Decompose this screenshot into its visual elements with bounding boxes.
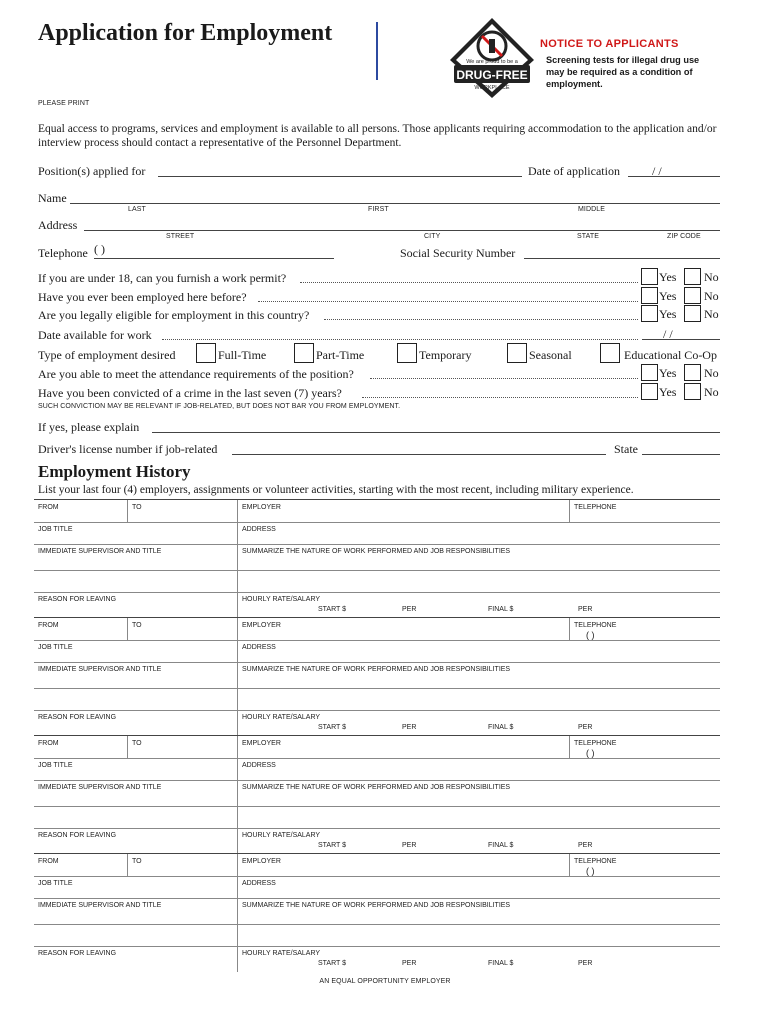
- job-title-label: JOB TITLE: [38, 644, 73, 651]
- q-eligible-no-label: No: [704, 307, 719, 321]
- license-label: Driver's license number if job-related: [38, 442, 218, 456]
- equal-opportunity-footer: AN EQUAL OPPORTUNITY EMPLOYER: [319, 978, 451, 985]
- q-convicted-no-checkbox[interactable]: [684, 383, 701, 400]
- license-state-label: State: [614, 442, 638, 456]
- from-label: FROM: [38, 622, 59, 629]
- telephone-label: Telephone: [38, 246, 88, 260]
- notice-text: Screening tests for illegal drug use may be required as a condition of employment.: [546, 55, 700, 89]
- job-title-label: JOB TITLE: [38, 880, 73, 887]
- q-eligible-yes-label: Yes: [659, 307, 677, 321]
- start-label: START $: [318, 724, 347, 731]
- position-label: Position(s) applied for: [38, 164, 146, 178]
- reason-label: REASON FOR LEAVING: [38, 950, 117, 957]
- q-attendance-yes-checkbox[interactable]: [641, 364, 658, 381]
- q-eligible-leader: [324, 319, 638, 320]
- name-field[interactable]: [70, 203, 720, 204]
- q-employed-before-yes-label: Yes: [659, 289, 677, 303]
- reason-label: REASON FOR LEAVING: [38, 714, 117, 721]
- q-eligible-no-checkbox[interactable]: [684, 305, 701, 322]
- q-eligible-yes-checkbox[interactable]: [641, 305, 658, 322]
- per-label: PER: [402, 960, 417, 967]
- employer-block-3: [34, 735, 720, 854]
- telephone-label: TELEPHONE: [574, 858, 617, 865]
- to-label: TO: [132, 858, 142, 865]
- q-date-available: Date available for work: [38, 328, 152, 342]
- license-state-field[interactable]: [642, 454, 720, 455]
- supervisor-label: IMMEDIATE SUPERVISOR AND TITLE: [38, 784, 162, 791]
- date-of-application-label: Date of application: [528, 164, 620, 178]
- final-label: FINAL $: [488, 606, 514, 613]
- summarize-label: SUMMARIZE THE NATURE OF WORK PERFORMED AND JOB RESPONSIBILITIES: [242, 666, 511, 673]
- start-label: START $: [318, 606, 347, 613]
- address-label: ADDRESS: [242, 526, 276, 533]
- q-attendance-leader: [370, 378, 638, 379]
- employer-block-2: [34, 617, 720, 736]
- rate-label: HOURLY RATE/SALARY: [242, 950, 321, 957]
- state-caption: STATE: [577, 233, 600, 240]
- ssn-field[interactable]: [524, 258, 720, 259]
- q-employed-before: Have you ever been employed here before?: [38, 290, 247, 304]
- per-label: PER: [578, 842, 593, 849]
- q-work-permit: If you are under 18, can you furnish a work permit?: [38, 271, 287, 285]
- fulltime-label: Full-Time: [218, 348, 267, 362]
- telephone-paren: ( ): [586, 630, 595, 640]
- address-label: ADDRESS: [242, 762, 276, 769]
- coop-checkbox[interactable]: [600, 343, 620, 363]
- q-attendance-no-checkbox[interactable]: [684, 364, 701, 381]
- q-convicted: Have you been convicted of a crime in the last seven (7) years?: [38, 386, 342, 400]
- telephone-field[interactable]: [94, 258, 334, 259]
- telephone-label: TELEPHONE: [574, 740, 617, 747]
- telephone-paren: ( ): [586, 748, 595, 758]
- street-caption: STREET: [166, 233, 195, 240]
- rate-label: HOURLY RATE/SALARY: [242, 596, 321, 603]
- q-eligible: Are you legally eligible for employment in this country?: [38, 308, 310, 322]
- middle-name-caption: MIDDLE: [578, 206, 606, 213]
- fulltime-checkbox[interactable]: [196, 343, 216, 363]
- q-work-permit-no-checkbox[interactable]: [684, 268, 701, 285]
- seasonal-label: Seasonal: [529, 348, 572, 362]
- final-label: FINAL $: [488, 842, 514, 849]
- ssn-label: Social Security Number: [400, 246, 516, 260]
- supervisor-label: IMMEDIATE SUPERVISOR AND TITLE: [38, 548, 162, 555]
- date-of-application-field[interactable]: [628, 176, 720, 177]
- q-employed-before-yes-checkbox[interactable]: [641, 287, 658, 304]
- reason-label: REASON FOR LEAVING: [38, 832, 117, 839]
- summarize-label: SUMMARIZE THE NATURE OF WORK PERFORMED AND JOB RESPONSIBILITIES: [242, 548, 511, 555]
- first-name-caption: FIRST: [368, 206, 389, 213]
- address-label: ADDRESS: [242, 880, 276, 887]
- per-label: PER: [578, 960, 593, 967]
- please-print-label: PLEASE PRINT: [38, 100, 90, 107]
- temporary-checkbox[interactable]: [397, 343, 417, 363]
- employer-label: EMPLOYER: [242, 740, 281, 747]
- job-title-label: JOB TITLE: [38, 762, 73, 769]
- position-field[interactable]: [158, 176, 522, 177]
- seasonal-checkbox[interactable]: [507, 343, 527, 363]
- employment-history-heading: Employment History: [38, 462, 191, 481]
- parttime-label: Part-Time: [316, 348, 365, 362]
- q-work-permit-no-label: No: [704, 270, 719, 284]
- license-field[interactable]: [232, 454, 606, 455]
- logo-bottom-text: WORKPLACE: [474, 85, 510, 91]
- telephone-paren: ( ): [586, 866, 595, 876]
- from-label: FROM: [38, 740, 59, 747]
- rate-label: HOURLY RATE/SALARY: [242, 832, 321, 839]
- zip-caption: ZIP CODE: [667, 233, 701, 240]
- coop-label: Educational Co-Op: [624, 348, 717, 362]
- date-of-application-slashes: / /: [652, 164, 662, 178]
- telephone-label: TELEPHONE: [574, 622, 617, 629]
- address-label: ADDRESS: [242, 644, 276, 651]
- telephone-area-code: ( ): [94, 242, 105, 256]
- q-work-permit-yes-label: Yes: [659, 270, 677, 284]
- to-label: TO: [132, 504, 142, 511]
- name-label: Name: [38, 191, 67, 205]
- q-convicted-yes-checkbox[interactable]: [641, 383, 658, 400]
- final-label: FINAL $: [488, 960, 514, 967]
- intro-paragraph: Equal access to programs, services and employment is available to all persons. Those applicants requiring accommodation to the application and/or interview process should contact a representative of the Personnel Department.: [38, 123, 717, 149]
- q-convicted-leader: [362, 397, 638, 398]
- notice-heading: NOTICE TO APPLICANTS: [540, 38, 679, 50]
- q-employment-type: Type of employment desired: [38, 348, 176, 362]
- header-divider: [376, 22, 378, 80]
- final-label: FINAL $: [488, 724, 514, 731]
- form-title: Application for Employment: [38, 20, 333, 46]
- start-label: START $: [318, 960, 347, 967]
- q-work-permit-yes-checkbox[interactable]: [641, 268, 658, 285]
- summarize-label: SUMMARIZE THE NATURE OF WORK PERFORMED AND JOB RESPONSIBILITIES: [242, 902, 511, 909]
- date-available-slashes: / /: [663, 327, 673, 341]
- q-attendance-no-label: No: [704, 366, 719, 380]
- employer-block-1: [34, 499, 720, 618]
- q-employed-before-no-checkbox[interactable]: [684, 287, 701, 304]
- to-label: TO: [132, 622, 142, 629]
- supervisor-label: IMMEDIATE SUPERVISOR AND TITLE: [38, 902, 162, 909]
- drug-free-workplace-logo: [448, 16, 536, 100]
- temporary-label: Temporary: [419, 348, 472, 362]
- from-label: FROM: [38, 858, 59, 865]
- employer-block-4: [34, 853, 720, 972]
- date-available-field[interactable]: [642, 339, 720, 340]
- employment-history-subheading: List your last four (4) employers, assignments or volunteer activities, starting with the most recent, including military experience.: [38, 484, 634, 496]
- city-caption: CITY: [424, 233, 441, 240]
- supervisor-label: IMMEDIATE SUPERVISOR AND TITLE: [38, 666, 162, 673]
- per-label: PER: [402, 842, 417, 849]
- start-label: START $: [318, 842, 347, 849]
- q-employed-before-no-label: No: [704, 289, 719, 303]
- per-label: PER: [402, 724, 417, 731]
- from-label: FROM: [38, 504, 59, 511]
- logo-main-text: DRUG-FREE: [456, 68, 528, 82]
- reason-label: REASON FOR LEAVING: [38, 596, 117, 603]
- q-employed-before-leader: [258, 301, 638, 302]
- q-date-available-leader: [162, 339, 638, 340]
- q-work-permit-leader: [300, 282, 638, 283]
- rate-label: HOURLY RATE/SALARY: [242, 714, 321, 721]
- address-field[interactable]: [84, 230, 720, 231]
- per-label: PER: [402, 606, 417, 613]
- employer-label: EMPLOYER: [242, 504, 281, 511]
- conviction-note: SUCH CONVICTION MAY BE RELEVANT IF JOB-RELATED, BUT DOES NOT BAR YOU FROM EMPLOYMENT.: [38, 403, 401, 410]
- per-label: PER: [578, 724, 593, 731]
- job-title-label: JOB TITLE: [38, 526, 73, 533]
- parttime-checkbox[interactable]: [294, 343, 314, 363]
- summarize-label: SUMMARIZE THE NATURE OF WORK PERFORMED AND JOB RESPONSIBILITIES: [242, 784, 511, 791]
- employer-label: EMPLOYER: [242, 858, 281, 865]
- explain-label: If yes, please explain: [38, 420, 140, 434]
- q-attendance: Are you able to meet the attendance requirements of the position?: [38, 367, 354, 381]
- q-attendance-yes-label: Yes: [659, 366, 677, 380]
- per-label: PER: [578, 606, 593, 613]
- to-label: TO: [132, 740, 142, 747]
- q-convicted-yes-label: Yes: [659, 385, 677, 399]
- logo-top-text: We are proud to be a: [466, 59, 518, 65]
- q-convicted-no-label: No: [704, 385, 719, 399]
- last-name-caption: LAST: [128, 206, 146, 213]
- employer-label: EMPLOYER: [242, 622, 281, 629]
- telephone-label: TELEPHONE: [574, 504, 617, 511]
- address-label: Address: [38, 218, 78, 232]
- explain-field[interactable]: [152, 432, 720, 433]
